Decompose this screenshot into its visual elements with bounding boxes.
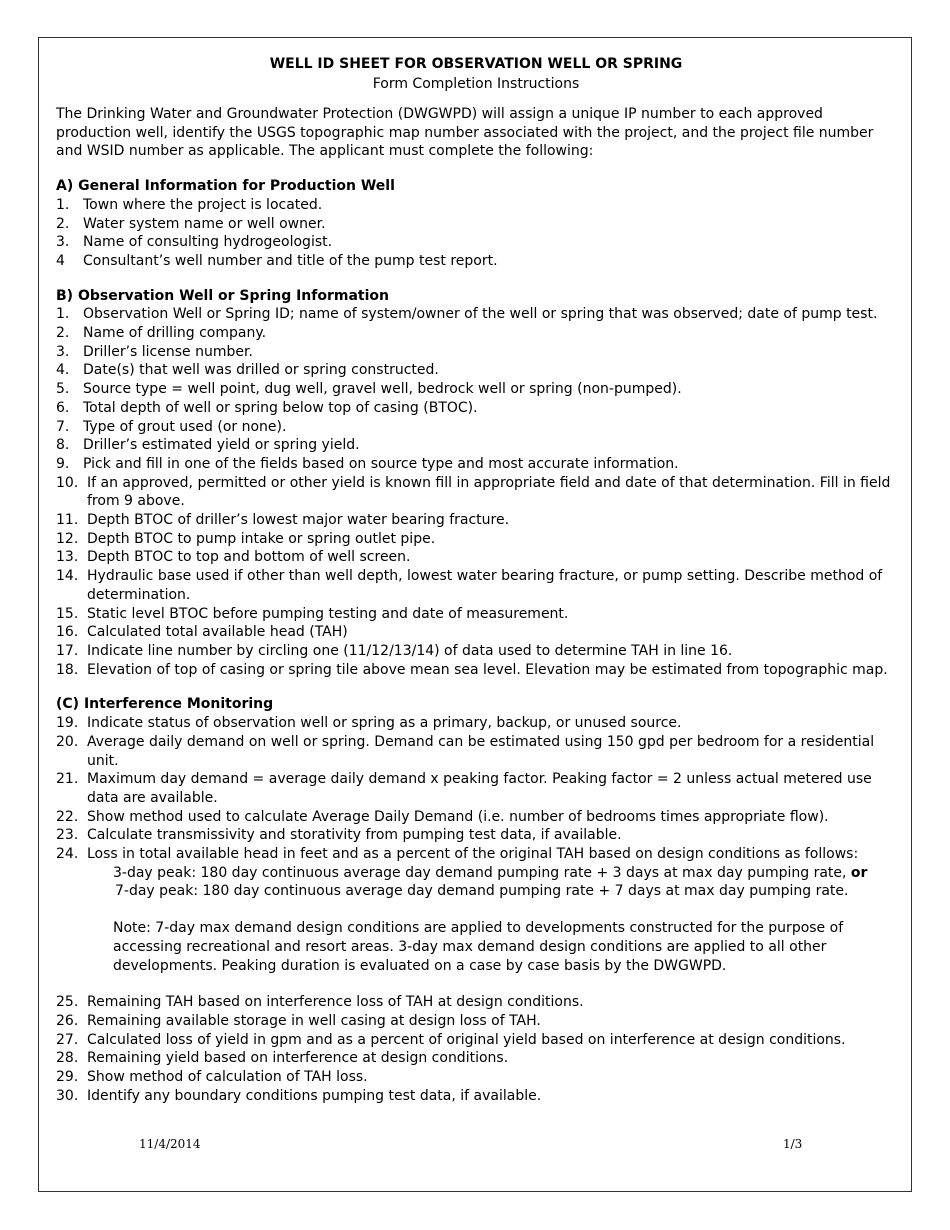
peak-7day-line: 7-day peak: 180 day continuous average day demand pumping rate + 7 days at max day pumping rate.: [115, 883, 849, 900]
list-item-text: Source type = well point, dug well, gravel well, bedrock well or spring (non-pumped).: [83, 381, 682, 398]
list-item: [56, 418, 896, 437]
list-item: [56, 511, 896, 530]
list-item-number: 6.: [56, 399, 70, 416]
list-item-number: 25.: [56, 994, 79, 1011]
list-item-text: Depth BTOC to pump intake or spring outlet pipe.: [87, 530, 436, 547]
list-item-text: Remaining yield based on interference at design conditions.: [87, 1050, 509, 1067]
list-item: [56, 642, 896, 661]
list-item-text: Town where the project is located.: [83, 196, 323, 213]
list-item-text: Date(s) that well was drilled or spring constructed.: [83, 362, 439, 379]
list-item-text: Remaining TAH based on interference loss of TAH at design conditions.: [87, 994, 584, 1011]
list-item: [56, 343, 896, 362]
list-item-text: Driller’s license number.: [83, 343, 253, 360]
list-item: [56, 530, 896, 549]
footer-page-number: 1/3: [783, 1137, 803, 1151]
list-item: [56, 1087, 896, 1106]
list-item-number: 22.: [56, 808, 79, 825]
list-item: [56, 1049, 896, 1068]
list-item: [56, 733, 896, 770]
section-b-list: [56, 305, 896, 679]
list-item-number: 1.: [56, 306, 70, 323]
list-item-text: Average daily demand on well or spring. Demand can be estimated using 150 gpd per bedroom for a residential unit.: [87, 733, 875, 769]
list-item: [56, 324, 896, 343]
list-item: [56, 567, 896, 604]
list-item: [56, 714, 896, 733]
list-item: [56, 474, 896, 511]
list-item-number: 2.: [56, 325, 70, 342]
section-a-heading: A) General Information for Production Well: [56, 178, 395, 195]
list-item-number: 8.: [56, 437, 70, 454]
list-item-text: Static level BTOC before pumping testing and date of measurement.: [87, 605, 569, 622]
document-body: [56, 54, 896, 1105]
section-c-list-continued: [56, 993, 896, 1105]
list-item: [56, 1031, 896, 1050]
list-item: [56, 399, 896, 418]
list-item-text: Driller’s estimated yield or spring yield.: [83, 437, 360, 454]
list-item: [56, 215, 896, 234]
list-item: [56, 826, 896, 845]
list-item-text: Hydraulic base used if other than well depth, lowest water bearing fracture, or pump setting. Describe method of determination.: [87, 568, 883, 603]
list-item-number: 21.: [56, 771, 79, 788]
list-item-text: Total depth of well or spring below top of casing (BTOC).: [83, 399, 478, 416]
list-item-number: 15.: [56, 605, 79, 622]
list-item: [56, 436, 896, 455]
section-b-heading: B) Observation Well or Spring Information: [56, 287, 389, 304]
list-item: [56, 808, 896, 827]
list-item-number: 9.: [56, 455, 70, 472]
list-item: [56, 305, 896, 324]
list-item-text: Calculated loss of yield in gpm and as a percent of original yield based on interference at design conditions.: [87, 1031, 846, 1048]
list-item: [56, 233, 896, 252]
list-item-text: Elevation of top of casing or spring tile above mean sea level. Elevation may be estimated from topographic map.: [87, 661, 888, 678]
peak-3day-or: or: [850, 864, 868, 881]
list-item: [56, 361, 896, 380]
list-item-number: 12.: [56, 530, 79, 547]
list-item-text: Identify any boundary conditions pumping test data, if available.: [87, 1087, 542, 1104]
list-item-text: Maximum day demand = average daily demand x peaking factor. Peaking factor = 2 unless actual metered use data are available.: [87, 771, 872, 806]
list-item-text: Name of consulting hydrogeologist.: [83, 234, 333, 251]
list-item: [56, 993, 896, 1012]
document-title: WELL ID SHEET FOR OBSERVATION WELL OR SPRING: [269, 56, 683, 72]
list-item-number: 20.: [56, 733, 79, 750]
peak-3day-text: 3-day peak: 180 day continuous average day demand pumping rate + 3 days at max day pumping rate,: [113, 864, 847, 881]
document-subtitle: Form Completion Instructions: [372, 76, 580, 92]
list-item-text: Type of grout used (or none).: [83, 418, 287, 435]
list-item: [56, 770, 896, 807]
list-item-number: 18.: [56, 661, 79, 678]
list-item: [56, 1068, 896, 1087]
list-item-number: 16.: [56, 624, 79, 641]
list-item-number: 2.: [56, 215, 70, 232]
peak-conditions: [113, 864, 896, 901]
list-item-number: 28.: [56, 1050, 79, 1067]
list-item: [56, 661, 896, 680]
list-item-number: 5.: [56, 381, 70, 398]
list-item-number: 11.: [56, 512, 79, 529]
list-item-text: Show method of calculation of TAH loss.: [87, 1069, 368, 1086]
list-item-text: Depth BTOC to top and bottom of well screen.: [87, 549, 411, 566]
list-item-number: 29.: [56, 1069, 79, 1086]
list-item-number: 17.: [56, 642, 79, 659]
list-item-text: Depth BTOC of driller’s lowest major water bearing fracture.: [87, 512, 510, 529]
footer-date: 11/4/2014: [139, 1137, 201, 1151]
list-item: [56, 605, 896, 624]
list-item-number: 27.: [56, 1031, 79, 1048]
list-item: [56, 380, 896, 399]
list-item-number: 30.: [56, 1087, 79, 1104]
list-item-text: If an approved, permitted or other yield is known fill in appropriate field and date of that determination. Fill in field from 9 above.: [87, 474, 891, 510]
list-item: [56, 252, 896, 271]
list-item: [56, 196, 896, 215]
list-item-text: Loss in total available head in feet and as a percent of the original TAH based on design conditions as follows:: [87, 846, 859, 863]
list-item-text: Remaining available storage in well casing at design loss of TAH.: [87, 1012, 541, 1029]
list-item-number: 4: [56, 252, 65, 269]
list-item-number: 14.: [56, 568, 79, 585]
list-item-text: Calculated total available head (TAH): [87, 624, 348, 641]
list-item-text: Pick and fill in one of the fields based on source type and most accurate information.: [83, 455, 679, 472]
list-item-text: Calculate transmissivity and storativity from pumping test data, if available.: [87, 827, 622, 844]
list-item: [56, 548, 896, 567]
peak-3day-line: [113, 864, 896, 883]
list-item-number: 19.: [56, 715, 79, 732]
list-item-number: 23.: [56, 827, 79, 844]
list-item-text: Consultant’s well number and title of the pump test report.: [83, 252, 498, 269]
list-item-number: 13.: [56, 549, 79, 566]
section-c-heading: (C) Interference Monitoring: [56, 696, 274, 713]
intro-paragraph: The Drinking Water and Groundwater Protection (DWGWPD) will assign a unique IP number to each approved production well, identify the USGS topographic map number associated with the project, and the project file number and WSID number as applicable. The applicant must complete the following:: [56, 106, 874, 160]
list-item-number: 3.: [56, 343, 70, 360]
list-item-number: 3.: [56, 234, 70, 251]
list-item-number: 4.: [56, 362, 70, 379]
list-item-text: Indicate status of observation well or spring as a primary, backup, or unused source.: [87, 715, 682, 732]
section-c-list: [56, 714, 896, 864]
list-item: [56, 1012, 896, 1031]
list-item-text: Show method used to calculate Average Daily Demand (i.e. number of bedrooms times appropriate flow).: [87, 808, 829, 825]
section-a-list: [56, 196, 896, 271]
list-item: [56, 623, 896, 642]
list-item-text: Indicate line number by circling one (11/12/13/14) of data used to determine TAH in line 16.: [87, 642, 733, 659]
list-item-text: Name of drilling company.: [83, 325, 267, 342]
list-item-number: 26.: [56, 1012, 79, 1029]
list-item-text: Water system name or well owner.: [83, 215, 326, 232]
list-item-number: 10.: [56, 474, 79, 491]
list-item-number: 1.: [56, 196, 70, 213]
design-note: Note: 7-day max demand design conditions are applied to developments constructed for the purpose of accessing recreational and resort areas. 3-day max demand design conditions are applied to all other developments. Peaking duration is evaluated on a case by case basis by the DWGWPD.: [113, 920, 844, 974]
list-item-text: Observation Well or Spring ID; name of system/owner of the well or spring that was observed; date of pump test.: [83, 306, 878, 323]
list-item: [56, 455, 896, 474]
list-item-number: 7.: [56, 418, 70, 435]
list-item: [56, 845, 896, 864]
list-item-number: 24.: [56, 846, 79, 863]
